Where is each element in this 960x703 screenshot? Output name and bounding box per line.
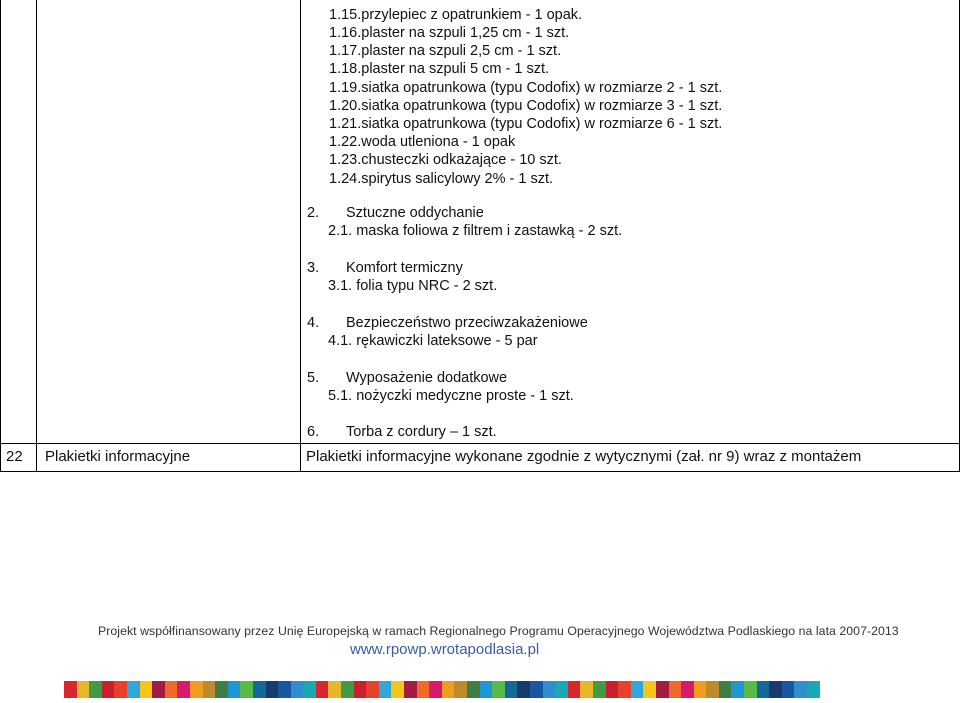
color-stripe-segment: [379, 681, 392, 698]
program-website-link[interactable]: www.rpowp.wrotapodlasia.pl: [350, 641, 540, 658]
color-stripe-segment: [454, 681, 467, 698]
list-item: 1.24.spirytus salicylowy 2% - 1 szt.: [329, 171, 554, 187]
color-stripe-segment: [89, 681, 102, 698]
color-stripe-segment: [731, 681, 744, 698]
color-stripe-segment: [631, 681, 644, 698]
color-stripe-segment: [278, 681, 291, 698]
color-stripe-segment: [643, 681, 656, 698]
color-stripe-segment: [328, 681, 341, 698]
table-border-left: [0, 0, 1, 472]
color-stripe-segment: [517, 681, 530, 698]
color-stripe-segment: [555, 681, 568, 698]
section-number: 6.: [307, 424, 320, 440]
list-item: 1.19.siatka opatrunkowa (typu Codofix) w rozmiarze 2 - 1 szt.: [329, 80, 723, 96]
list-item: 1.20.siatka opatrunkowa (typu Codofix) w rozmiarze 3 - 1 szt.: [329, 98, 723, 114]
color-stripe-segment: [782, 681, 795, 698]
table-border-bottom: [0, 471, 960, 472]
list-item: 1.17.plaster na szpuli 2,5 cm - 1 szt.: [329, 43, 562, 59]
color-stripe-segment: [618, 681, 631, 698]
color-stripe-segment: [303, 681, 316, 698]
color-stripe-segment: [807, 681, 820, 698]
section-title: Sztuczne oddychanie: [346, 205, 484, 221]
color-stripe-segment: [417, 681, 430, 698]
eu-funding-notice: Projekt współfinansowany przez Unię Europejską w ramach Regionalnego Programu Operacyjnego Województwa Podlaskiego na lata 2007-2013: [98, 624, 899, 638]
section-title: Wyposażenie dodatkowe: [346, 370, 508, 386]
color-stripe-segment: [127, 681, 140, 698]
color-stripe-segment: [568, 681, 581, 698]
section-title: Komfort termiczny: [346, 260, 463, 276]
color-stripe-segment: [505, 681, 518, 698]
color-stripe-segment: [442, 681, 455, 698]
color-stripe-segment: [291, 681, 304, 698]
color-stripe-segment: [354, 681, 367, 698]
color-stripe-segment: [240, 681, 253, 698]
color-stripe-segment: [681, 681, 694, 698]
color-stripe-segment: [543, 681, 556, 698]
list-item: 1.16.plaster na szpuli 1,25 cm - 1 szt.: [329, 25, 570, 41]
color-stripe-segment: [102, 681, 115, 698]
color-stripe-segment: [228, 681, 241, 698]
color-stripe-segment: [757, 681, 770, 698]
color-stripe-segment: [593, 681, 606, 698]
row-item-name: Plakietki informacyjne: [45, 448, 191, 465]
section-title: Torba z cordury – 1 szt.: [346, 424, 497, 440]
color-stripe-segment: [467, 681, 480, 698]
color-stripe-segment: [429, 681, 442, 698]
section-item: 5.1. nożyczki medyczne proste - 1 szt.: [328, 388, 574, 404]
list-item: 1.21.siatka opatrunkowa (typu Codofix) w rozmiarze 6 - 1 szt.: [329, 116, 723, 132]
section-item: 3.1. folia typu NRC - 2 szt.: [328, 278, 498, 294]
color-stripe-segment: [530, 681, 543, 698]
color-stripe-segment: [316, 681, 329, 698]
color-stripe-segment: [706, 681, 719, 698]
section-title: Bezpieczeństwo przeciwzakażeniowe: [346, 315, 588, 331]
section-number: 2.: [307, 205, 320, 221]
color-stripe-segment: [580, 681, 593, 698]
color-stripe-segment: [190, 681, 203, 698]
section-item: 2.1. maska foliowa z filtrem i zastawką - 2 szt.: [328, 223, 623, 239]
color-stripe-segment: [794, 681, 807, 698]
color-stripe-segment: [266, 681, 279, 698]
table-row-divider: [0, 443, 960, 444]
color-stripe-segment: [77, 681, 90, 698]
color-stripe-segment: [719, 681, 732, 698]
color-stripe-segment: [404, 681, 417, 698]
color-stripe-segment: [64, 681, 77, 698]
row-number: 22: [6, 448, 23, 465]
color-stripe-segment: [480, 681, 493, 698]
color-stripe-segment: [165, 681, 178, 698]
section-item: 4.1. rękawiczki lateksowe - 5 par: [328, 333, 538, 349]
color-stripe-segment: [656, 681, 669, 698]
color-stripe-segment: [215, 681, 228, 698]
color-stripe-segment: [769, 681, 782, 698]
list-item: 1.23.chusteczki odkażające - 10 szt.: [329, 152, 562, 168]
color-stripe-segment: [177, 681, 190, 698]
color-stripe-segment: [203, 681, 216, 698]
color-stripe-segment: [152, 681, 165, 698]
color-stripe-segment: [366, 681, 379, 698]
color-stripe-segment: [341, 681, 354, 698]
row-item-description: Plakietki informacyjne wykonane zgodnie z wytycznymi (zał. nr 9) wraz z montażem: [306, 448, 862, 465]
color-stripe-segment: [114, 681, 127, 698]
color-stripe-segment: [391, 681, 404, 698]
table-col-divider-2: [300, 0, 301, 472]
color-stripe-banner: [64, 681, 820, 698]
section-number: 4.: [307, 315, 320, 331]
section-number: 3.: [307, 260, 320, 276]
list-item: 1.22.woda utleniona - 1 opak: [329, 134, 516, 150]
color-stripe-segment: [606, 681, 619, 698]
color-stripe-segment: [669, 681, 682, 698]
section-number: 5.: [307, 370, 320, 386]
color-stripe-segment: [253, 681, 266, 698]
color-stripe-segment: [694, 681, 707, 698]
list-item: 1.18.plaster na szpuli 5 cm - 1 szt.: [329, 61, 550, 77]
color-stripe-segment: [492, 681, 505, 698]
table-col-divider-1: [36, 0, 37, 472]
list-item: 1.15.przylepiec z opatrunkiem - 1 opak.: [329, 7, 583, 23]
color-stripe-segment: [744, 681, 757, 698]
color-stripe-segment: [140, 681, 153, 698]
